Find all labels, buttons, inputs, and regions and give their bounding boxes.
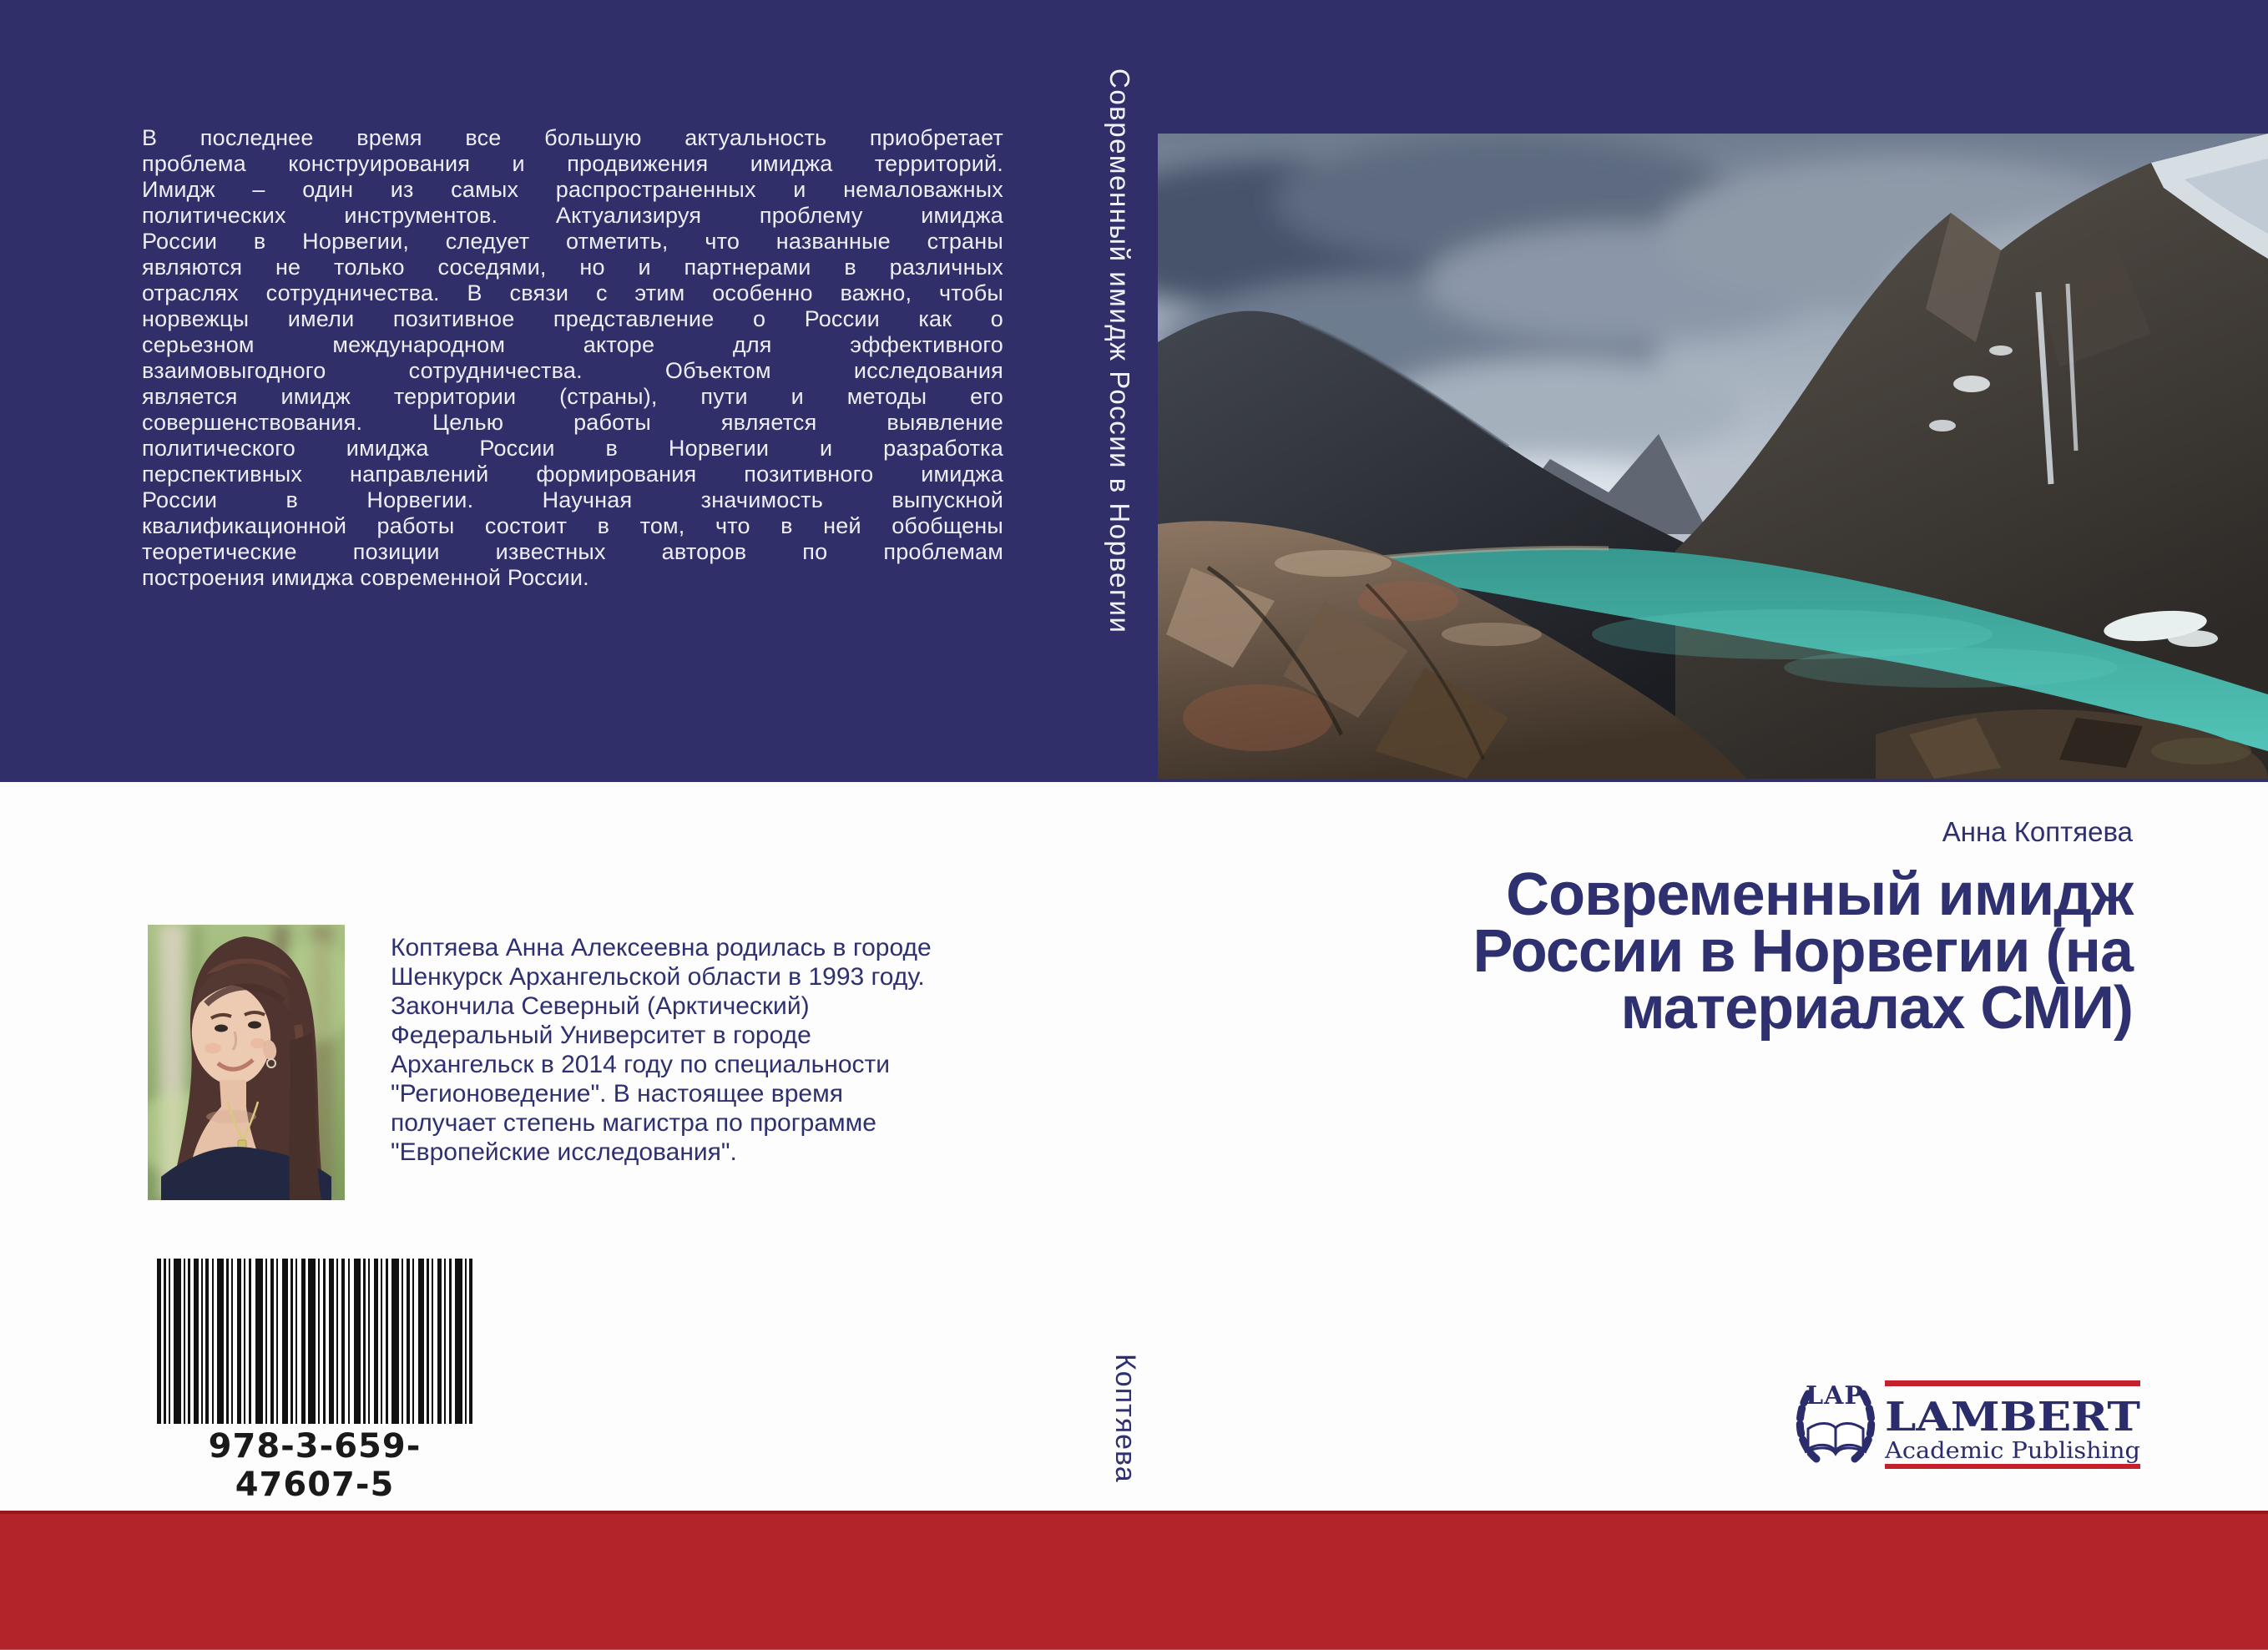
academic-publishing-text: Academic Publishing [1883, 1438, 2140, 1464]
back-cover-blurb [142, 125, 1003, 591]
barcode-block [157, 1259, 472, 1504]
barcode [157, 1259, 472, 1424]
bio-line: Коптяева Анна Алексеевна родилась в городе [391, 934, 932, 961]
blurb-line: взаимовыгодного сотрудничества. Объектом исследования [142, 358, 1003, 383]
spine-author: Коптяева [1109, 1354, 1141, 1483]
front-title-line: России в Норвегии (на [1472, 918, 2133, 985]
lap-emblem [1800, 1381, 1871, 1459]
front-author-name: Анна Коптяева [1942, 816, 2133, 847]
blurb-line: России в Норвегии. Научная значимость выпускной [142, 487, 1003, 512]
blurb-line: построения имиджа современной России. [142, 565, 589, 590]
blurb-line: норвежцы имели позитивное представление о России как о [142, 306, 1003, 331]
blurb-line: проблема конструирования и продвижения имиджа территорий. [142, 151, 1003, 176]
blurb-line: России в Норвегии, следует отметить, что названные страны [142, 229, 1003, 254]
blurb-line: политического имиджа России в Норвегии и разработка [142, 436, 1003, 461]
bio-line: "Регионоведение". В настоящее время [391, 1080, 843, 1108]
bio-line: Шенкурск Архангельской области в 1993 году. [391, 963, 925, 991]
bio-line: "Европейские исследования". [391, 1138, 737, 1166]
lambert-logo [1791, 1377, 2144, 1471]
isbn-number: 978-3-659-47607-5 [208, 1427, 422, 1504]
blurb-line: теоретические позиции известных авторов по проблемам [142, 539, 1003, 564]
logo-bottom-rule [1885, 1464, 2140, 1469]
blurb-line: политических инструментов. Актуализируя проблему имиджа [142, 203, 1003, 228]
blurb-line: серьезном международном акторе для эффективного [142, 332, 1003, 357]
landscape-illustration [1158, 134, 2268, 779]
spine-title: Современный имидж России в Норвегии [1104, 68, 1135, 634]
bottom-red-strip [0, 1511, 2268, 1650]
lap-abbr-text: LAP [1806, 1381, 1864, 1410]
author-bio [391, 933, 1042, 1167]
blurb-line: Имидж – один из самых распространенных и немаловажных [142, 177, 1003, 202]
front-title-line: материалах СМИ) [1620, 975, 2133, 1042]
bio-line: получает степень магистра по программе [391, 1109, 876, 1137]
author-portrait-illustration [148, 925, 345, 1200]
cover-photo-mountain-lake [1158, 134, 2268, 779]
blurb-line: отраслях сотрудничества. В связи с этим особенно важно, чтобы [142, 280, 1003, 305]
blurb-line: перспективных направлений формирования позитивного имиджа [142, 462, 1003, 487]
publisher-logo [1791, 1377, 2144, 1471]
blurb-line: В последнее время все большую актуальность приобретает [142, 125, 1003, 150]
lambert-name-text: LAMBERT [1885, 1394, 2141, 1441]
author-portrait-photo [148, 925, 345, 1200]
blurb-line: являются не только соседями, но и партнерами в различных [142, 255, 1003, 280]
blurb-line: является имидж территории (страны), пути и методы его [142, 384, 1003, 409]
front-title-line: Современный имидж [1506, 861, 2133, 928]
lambert-wordmark [1884, 1380, 2140, 1469]
bio-line: Архангельск в 2014 году по специальности [391, 1051, 891, 1078]
blurb-line: квалификационной работы состоит в том, что в ней обобщены [142, 513, 1003, 538]
blurb-line: совершенствования. Целью работы является выявление [142, 410, 1003, 435]
logo-top-rule [1885, 1380, 2140, 1386]
open-book-icon [1805, 1423, 1866, 1454]
front-title [1215, 861, 2133, 1042]
bio-line: Закончила Северный (Арктический) [391, 992, 810, 1020]
bio-line: Федеральный Университет в городе [391, 1022, 811, 1049]
